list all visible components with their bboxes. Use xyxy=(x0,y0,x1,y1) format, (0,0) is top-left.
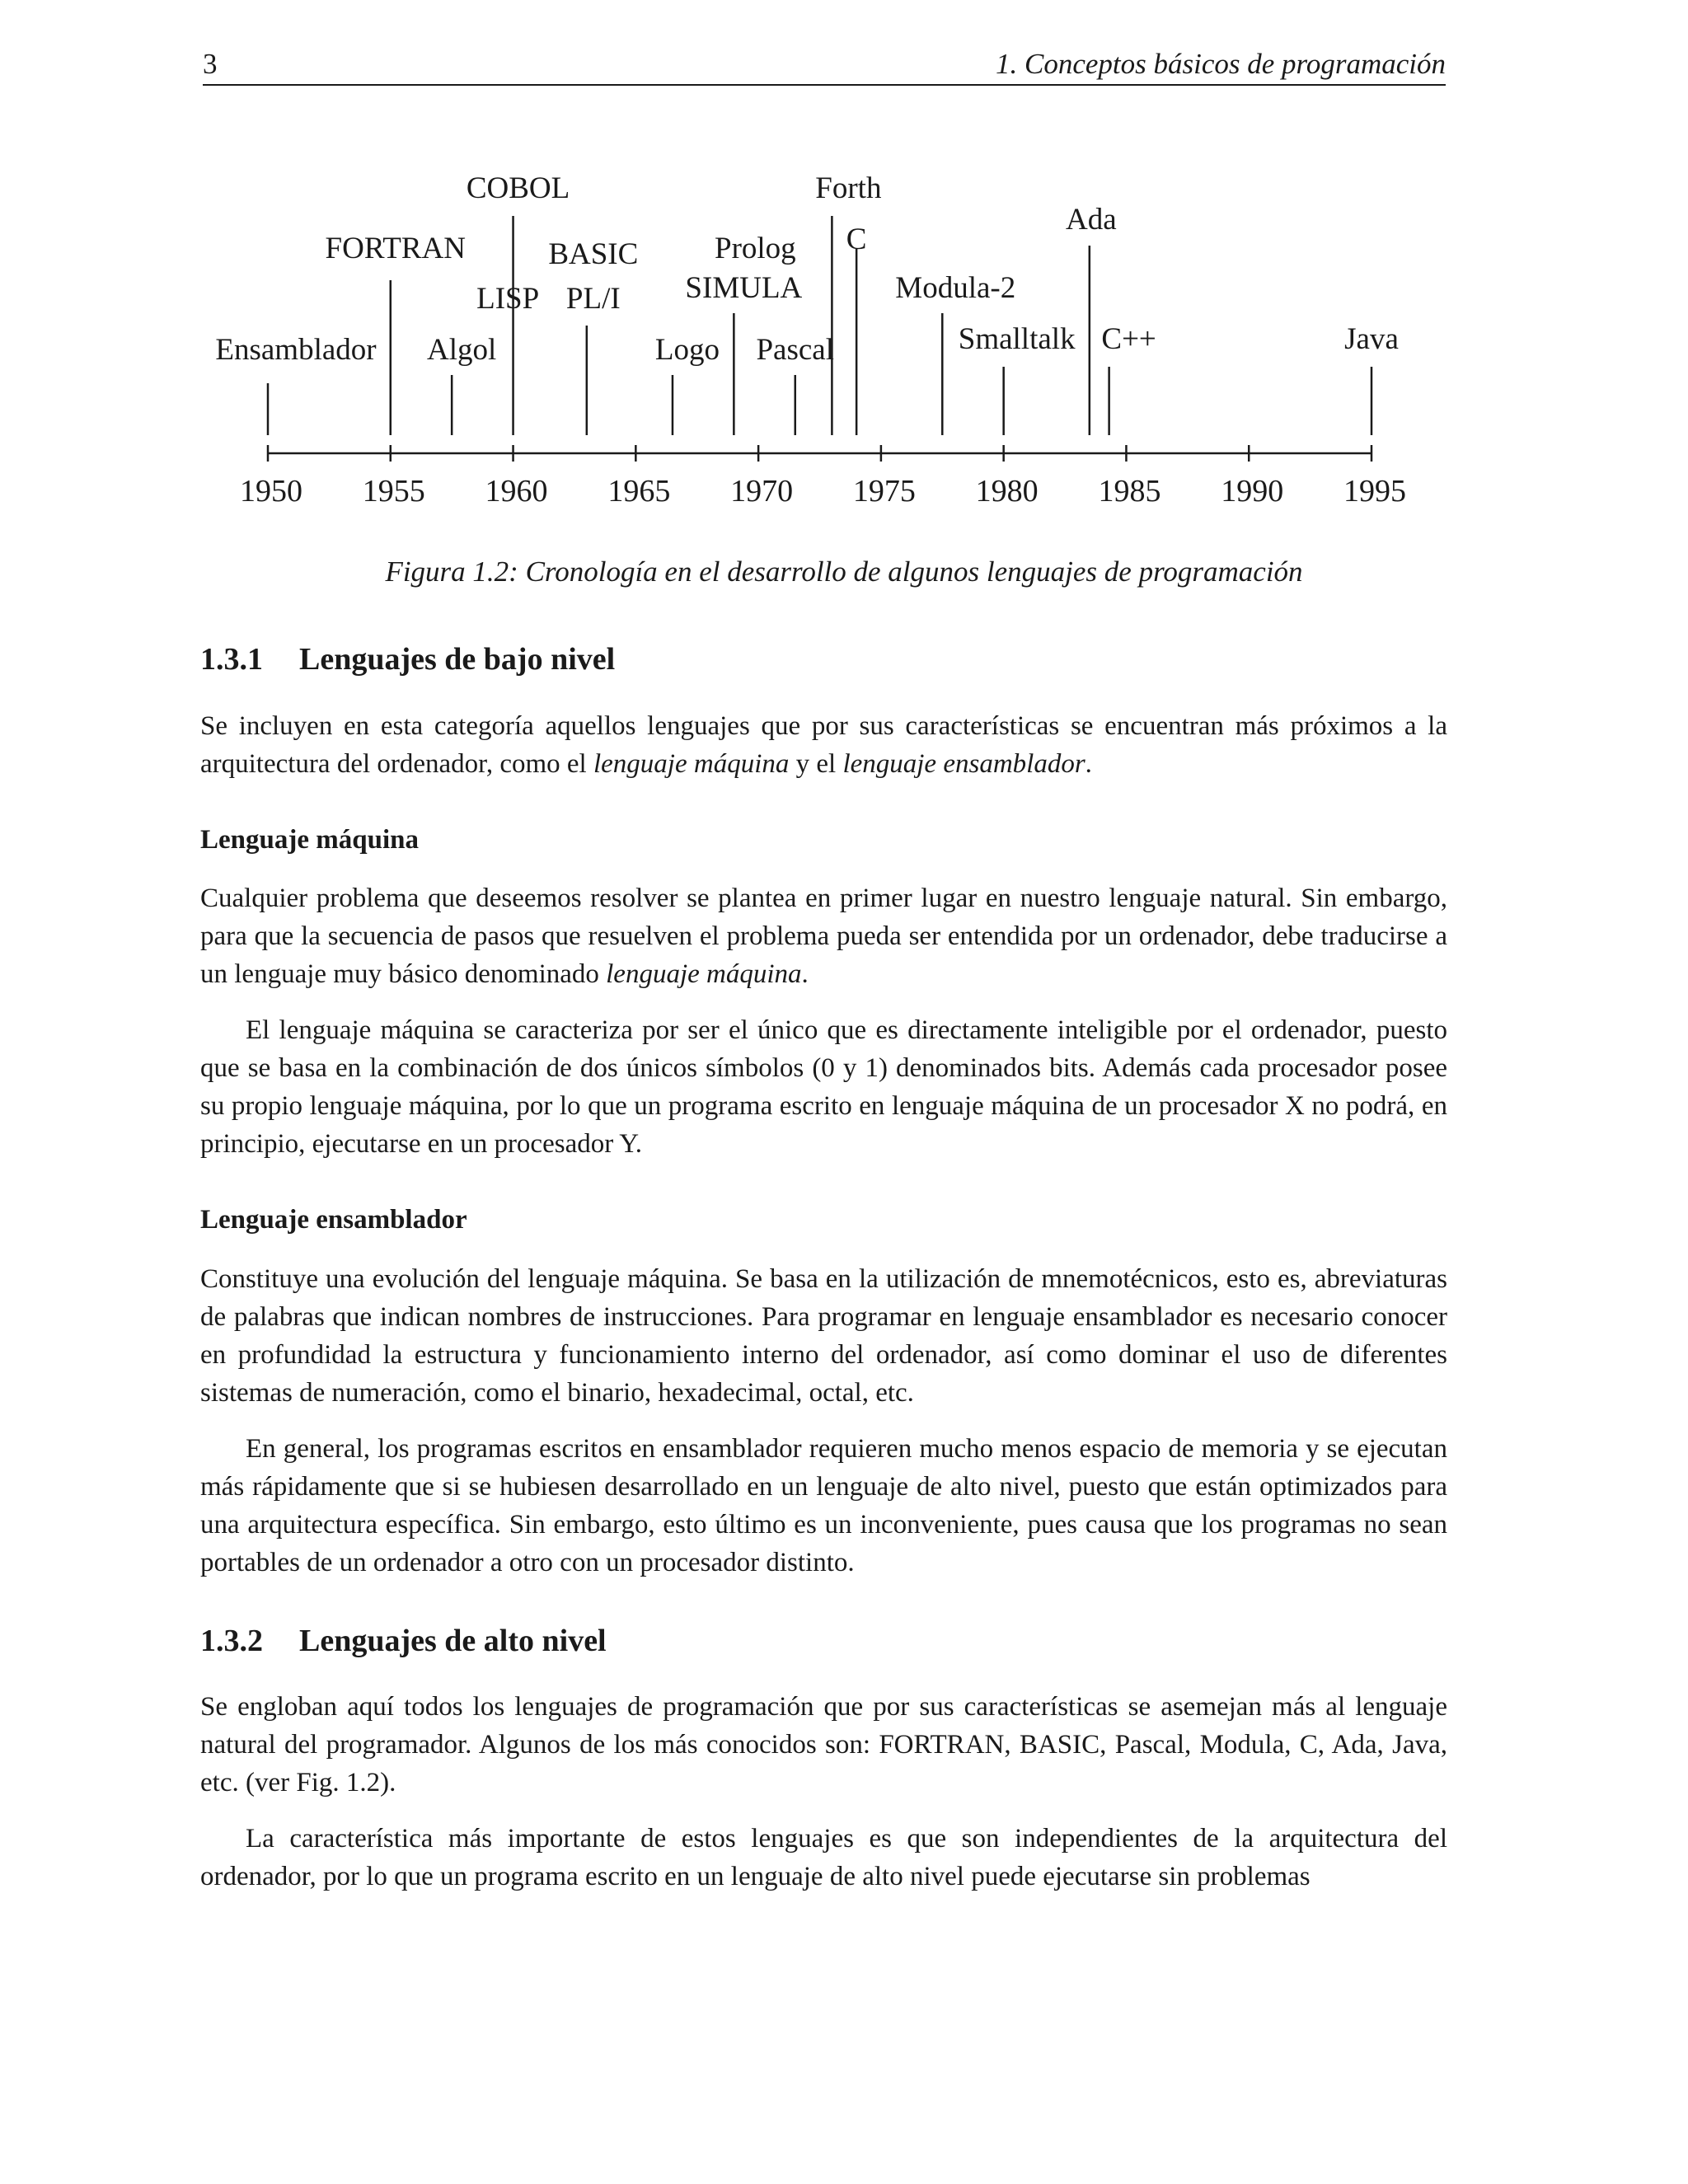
language-label-c-: C++ xyxy=(1101,322,1156,356)
year-label-1960: 1960 xyxy=(485,474,548,509)
language-label-java: Java xyxy=(1344,322,1399,356)
paragraph: En general, los programas escritos en ensamblador requieren mucho menos espacio de memoria y se ejecutan más rápidamente que si se hubiesen desarrollado en un lenguaje de alto nivel, puesto que están optimizados para una arquitectura específica. Sin embargo, esto último es un inconveniente, pues causa que los programas no sean portables de un ordenador a otro con un procesador distinto. xyxy=(200,1433,1447,1577)
language-label-forth: Forth xyxy=(815,171,882,205)
language-label-ensamblador: Ensamblador xyxy=(215,333,377,367)
language-label-pascal: Pascal xyxy=(756,333,835,367)
text-run: . xyxy=(1085,748,1092,779)
year-label-1955: 1955 xyxy=(362,474,425,509)
text-run: Se incluyen en esta categoría aquellos lenguajes que por sus características se encuentran más próximos a la arquitectura del ordenador, como el xyxy=(200,710,1447,779)
subsection-heading-lenguaje-maquina: Lenguaje máquina xyxy=(200,824,419,855)
text-run: . xyxy=(801,959,809,990)
paragraph: La característica más importante de estos lenguajes es que son independientes de la arquitectura del ordenador, por lo que un programa escrito en un lenguaje de alto nivel puede ejecutarse sin problemas xyxy=(200,1824,1447,1892)
language-label-modula-2: Modula-2 xyxy=(895,271,1016,305)
section-title: Lenguajes de alto nivel xyxy=(299,1623,607,1658)
year-label-1995: 1995 xyxy=(1343,474,1406,509)
year-label-1980: 1980 xyxy=(975,474,1039,509)
language-label-algol: Algol xyxy=(427,333,497,367)
paragraph: Se engloban aquí todos los lenguajes de programación que por sus características se asemejan más al lenguaje natural del programador. Algunos de los más conocidos son: FORTRAN, BASIC, Pascal, Modula, C, Ada, Java, etc. (ver Fig. 1.2). xyxy=(200,1692,1447,1798)
content xyxy=(200,641,1447,1896)
year-label-1985: 1985 xyxy=(1098,474,1161,509)
chapter-title: 1. Conceptos básicos de programación xyxy=(995,48,1446,80)
language-label-smalltalk: Smalltalk xyxy=(958,322,1076,356)
emphasis: lenguaje ensamblador xyxy=(842,748,1085,779)
subsection-heading-lenguaje-ensamblador: Lenguaje ensamblador xyxy=(200,1205,467,1235)
year-label-1975: 1975 xyxy=(852,474,916,509)
emphasis: lenguaje máquina xyxy=(606,959,802,990)
running-head xyxy=(203,43,1446,86)
year-label-1990: 1990 xyxy=(1221,474,1284,509)
figure-caption: Figura 1.2: Cronología en el desarrollo de algunos lenguajes de programación xyxy=(385,555,1303,588)
section-heading-alto-nivel xyxy=(200,1623,1447,1661)
language-label-cobol: COBOL xyxy=(466,171,570,205)
page-number: 3 xyxy=(203,48,218,80)
section-heading-bajo-nivel xyxy=(200,641,1447,679)
language-label-simula: SIMULA xyxy=(685,271,803,305)
year-label-1965: 1965 xyxy=(607,474,671,509)
section-number: 1.3.1 xyxy=(200,642,263,677)
year-label-1970: 1970 xyxy=(730,474,794,509)
section-number: 1.3.2 xyxy=(200,1623,263,1658)
text-run: y el xyxy=(789,748,843,779)
emphasis: lenguaje máquina xyxy=(593,748,790,779)
language-label-ada: Ada xyxy=(1065,203,1117,237)
paragraph: El lenguaje máquina se caracteriza por ser el único que es directamente inteligible por el ordenador, puesto que se basa en la combinación de dos únicos símbolos (0 y 1) denominados bits. Además cada procesador posee su propio lenguaje máquina, por lo que un programa escrito en lenguaje máquina de un procesador X no podrá, en principio, ejecutarse en un procesador Y. xyxy=(200,1015,1447,1160)
language-label-pl-i: PL/I xyxy=(565,282,621,316)
language-label-fortran: FORTRAN xyxy=(325,232,467,265)
timeline-figure xyxy=(0,157,1688,527)
language-label-logo: Logo xyxy=(654,333,720,367)
language-label-c: C xyxy=(846,223,867,256)
language-label-lisp: LISP xyxy=(476,282,540,316)
year-label-1950: 1950 xyxy=(240,474,302,509)
paragraph xyxy=(200,879,1447,993)
section-title: Lenguajes de bajo nivel xyxy=(299,642,616,677)
language-label-basic: BASIC xyxy=(548,237,639,271)
paragraph xyxy=(200,707,1447,783)
paragraph: Constituye una evolución del lenguaje máquina. Se basa en la utilización de mnemotécnicos, esto es, abreviaturas de palabras que indican nombres de instrucciones. Para programar en lenguaje ensamblador es necesario conocer en profundidad la estructura y funcionamiento interno del ordenador, así como dominar el uso de diferentes sistemas de numeración, como el binario, hexadecimal, octal, etc. xyxy=(200,1263,1447,1408)
text-run: Cualquier problema que deseemos resolver se plantea en primer lugar en nuestro lenguaje natural. Sin embargo, para que la secuencia de pasos que resuelven el problema pueda ser entendida por un ordenador, debe traducirse a un lenguaje muy básico denominado xyxy=(200,883,1447,990)
language-label-prolog: Prolog xyxy=(715,232,796,265)
